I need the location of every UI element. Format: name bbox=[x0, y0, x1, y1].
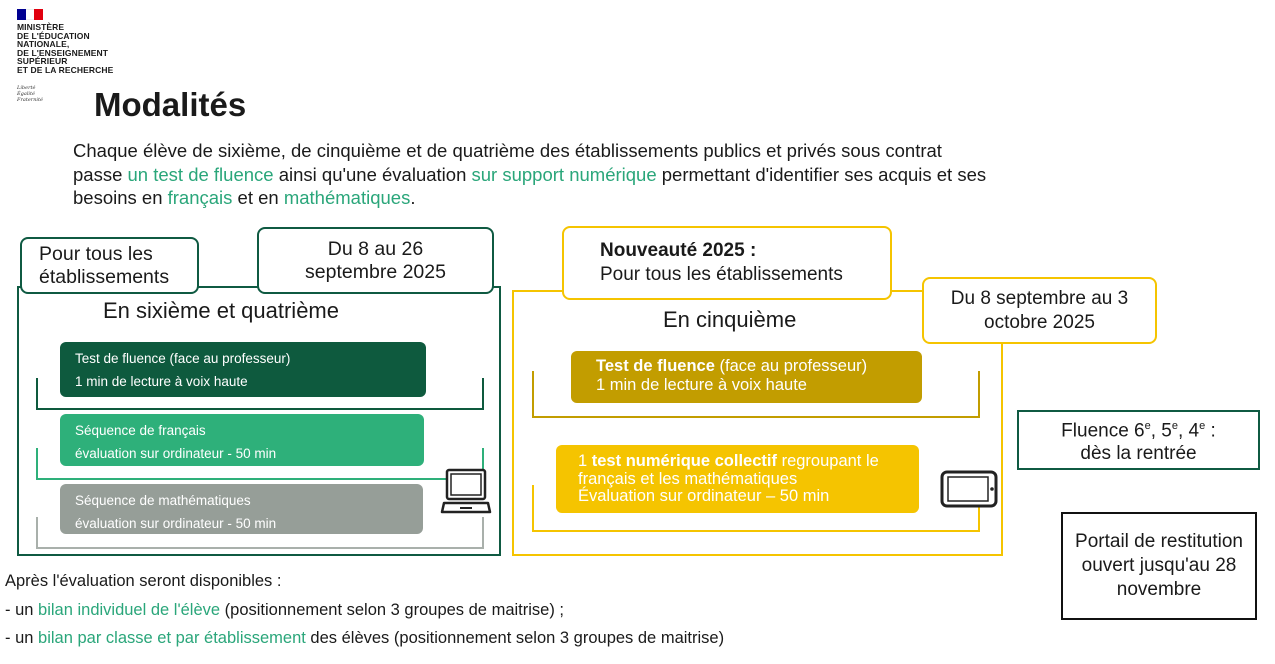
bottom-item-classe: - un bilan par classe et par établissement des élèves (positionnement selon 3 groupes de maitrise) bbox=[5, 629, 725, 647]
laptop-icon bbox=[440, 467, 492, 517]
bottom-item-individuel: - un bilan individuel de l'élève (positionnement selon 3 groupes de maitrise) ; bbox=[5, 601, 564, 619]
highlight-numerique: sur support numérique bbox=[471, 163, 657, 185]
tablet-icon bbox=[940, 470, 998, 508]
ministry-name: MINISTÈRE DE L'ÉDUCATION NATIONALE, DE L'ENSEIGNEMENT SUPÉRIEUR ET DE LA RECHERCHE bbox=[17, 22, 114, 75]
left-heading: En sixième et quatrième bbox=[103, 298, 339, 323]
numerique-pill: 1 test numérique collectif regroupant le français et les mathématiques Évaluation sur ordinateur – 50 min bbox=[556, 445, 919, 513]
intro-paragraph: Chaque élève de sixième, de cinquième et de quatrième des établissements publics et privés sous contrat passe un test de fluence ainsi qu'une évaluation sur support numérique permettant d'identifier ses acquis et ses besoins en français et en mathématiques. bbox=[73, 140, 987, 208]
fluence5-pill: Test de fluence (face au professeur) 1 min de lecture à voix haute bbox=[571, 351, 922, 403]
right-dates: Du 8 septembre au 3 octobre 2025 bbox=[922, 277, 1157, 344]
highlight-francais: français bbox=[167, 187, 233, 208]
highlight-fluence: un test de fluence bbox=[127, 163, 274, 185]
maths-pill: Séquence de mathématiques évaluation sur ordinateur - 50 min bbox=[60, 484, 423, 534]
highlight-maths: mathématiques bbox=[283, 187, 411, 208]
left-dates: Du 8 au 26 septembre 2025 bbox=[257, 227, 494, 294]
french-flag-icon bbox=[17, 9, 43, 20]
left-tag: Pour tous les établissements bbox=[20, 237, 199, 294]
page-title: Modalités bbox=[94, 86, 247, 123]
portail-box: Portail de restitution ouvert jusqu'au 28 novembre bbox=[1061, 512, 1257, 620]
republic-motto: Liberté Égalité Fraternité bbox=[17, 85, 43, 103]
bottom-intro: Après l'évaluation seront disponibles : bbox=[5, 572, 282, 590]
fluence-pill: Test de fluence (face au professeur) 1 min de lecture à voix haute bbox=[60, 342, 426, 397]
right-tag: Nouveauté 2025 : Pour tous les établissements bbox=[562, 226, 892, 300]
fluence-rentree-box: Fluence 6e, 5e, 4e : dès la rentrée bbox=[1017, 410, 1260, 470]
francais-pill: Séquence de français évaluation sur ordinateur - 50 min bbox=[60, 414, 424, 466]
right-heading: En cinquième bbox=[663, 307, 797, 332]
